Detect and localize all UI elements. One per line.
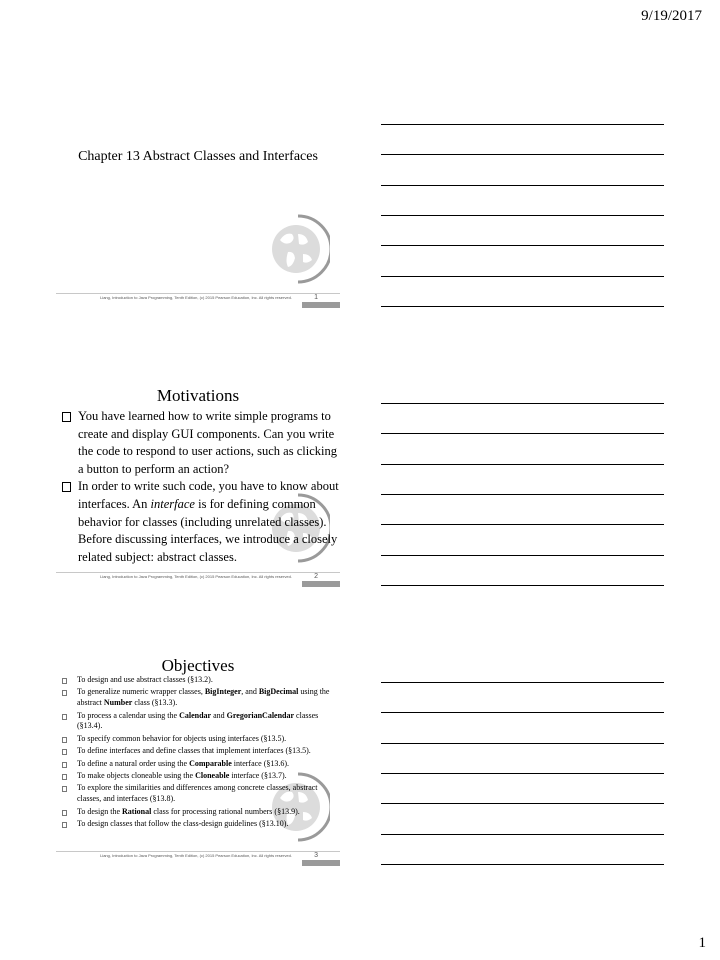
bullet-item (62, 675, 340, 686)
globe-icon (270, 212, 330, 292)
bullet-text: To generalize numeric wrapper classes, (77, 687, 205, 697)
slide-title: Motivations (156, 386, 240, 405)
slide-footer (56, 851, 340, 866)
bullet-item (62, 734, 340, 745)
copyright-text: Liang, Introduction to Java Programming, Tenth Edition, (c) 2015 Pearson Education, Inc. All rights reserved. (100, 295, 292, 300)
note-line (381, 464, 664, 465)
bullet-item (62, 746, 340, 757)
slide-number: 3 (314, 852, 318, 859)
bullet-item (62, 478, 340, 566)
class-name: BigInteger (204, 687, 242, 697)
bullet-marker (62, 749, 67, 755)
bullet-marker (62, 810, 67, 816)
note-line (381, 154, 664, 155)
copyright-text: Liang, Introduction to Java Programming, Tenth Edition, (c) 2015 Pearson Education, Inc. All rights reserved. (100, 574, 292, 579)
bullet-item (62, 711, 340, 733)
note-line (381, 773, 664, 774)
bullet-text: To design classes that follow the class-design guidelines (§13.10). (77, 818, 289, 828)
note-line (381, 864, 664, 865)
bullet-text: interface (§13.7). (229, 770, 287, 780)
bullet-text: To design the (77, 806, 122, 816)
note-line (381, 185, 664, 186)
bullet-text: To define a natural order using the (77, 758, 190, 768)
slide-title: Chapter 13 Abstract Classes and Interfaces (78, 149, 318, 164)
class-name: Cloneable (195, 770, 230, 780)
bullet-text: class (§13.3). (132, 698, 178, 708)
slide-2 (56, 377, 340, 587)
footer-bar (302, 581, 340, 587)
bullet-text: and (211, 710, 227, 720)
bullet-marker (62, 786, 67, 792)
slide-title: Objectives (161, 656, 235, 675)
slide-3 (56, 656, 340, 866)
bullet-item (62, 783, 340, 805)
bullet-marker (62, 774, 67, 780)
emphasis-text: interface (150, 496, 195, 511)
bullet-text: is for defining common behavior for classes (including unrelated classes). Before discussing interfaces, we introduce a closely related subject: abstract classes. (78, 496, 338, 564)
bullet-marker (62, 714, 67, 720)
page-number: 1 (698, 935, 706, 951)
bullet-text: In order to write such code, you have to know about interfaces. An (78, 479, 339, 511)
slide-1 (56, 98, 340, 308)
bullet-list (62, 408, 340, 566)
class-name: BigDecimal (258, 687, 299, 697)
bullet-marker (62, 762, 67, 768)
note-line (381, 585, 664, 586)
copyright-text: Liang, Introduction to Java Programming, Tenth Edition, (c) 2015 Pearson Education, Inc. All rights reserved. (100, 853, 292, 858)
bullet-text: To process a calendar using the (77, 710, 180, 720)
note-line (381, 494, 664, 495)
bullet-marker (62, 822, 67, 828)
class-name: Number (103, 698, 133, 708)
bullet-text: interface (§13.6). (231, 758, 290, 768)
note-line (381, 245, 664, 246)
note-line (381, 306, 664, 307)
bullet-item (62, 819, 340, 830)
bullet-text: class for processing rational numbers (§13.9). (151, 806, 300, 816)
class-name: GregorianCalendar (226, 710, 295, 720)
note-line (381, 433, 664, 434)
footer-bar (302, 302, 340, 308)
note-line (381, 276, 664, 277)
note-line (381, 124, 664, 125)
class-name: Comparable (189, 758, 232, 768)
header-date: 9/19/2017 (641, 8, 702, 24)
note-line (381, 834, 664, 835)
bullet-text: To define interfaces and define classes that implement interfaces (§13.5). (77, 746, 311, 756)
bullet-marker (62, 678, 67, 684)
slide-number: 1 (314, 294, 318, 301)
note-line (381, 215, 664, 216)
note-line (381, 803, 664, 804)
bullet-text: To make objects cloneable using the (77, 770, 196, 780)
bullet-text: You have learned how to write simple programs to create and display GUI components. Can you write the code to respond to user actions, such as clicking a button to perform an action? (78, 409, 337, 476)
class-name: Rational (122, 806, 152, 816)
bullet-marker (62, 482, 71, 492)
bullet-list (62, 675, 340, 831)
bullet-marker (62, 690, 67, 696)
note-line (381, 682, 664, 683)
bullet-text: using the abstract (77, 687, 330, 708)
bullet-text: To design and use abstract classes (§13.2). (77, 675, 213, 684)
bullet-item (62, 687, 340, 709)
bullet-item (62, 408, 340, 478)
note-line (381, 743, 664, 744)
bullet-item (62, 807, 340, 818)
bullet-item (62, 759, 340, 770)
note-line (381, 403, 664, 404)
slide-number: 2 (314, 573, 318, 580)
bullet-marker (62, 737, 67, 743)
class-name: Calendar (179, 710, 212, 720)
note-line (381, 712, 664, 713)
bullet-item (62, 771, 340, 782)
bullet-text: To explore the similarities and differences among concrete classes, abstract classes, and interfaces (§13.8). (77, 783, 318, 804)
bullet-marker (62, 412, 71, 422)
bullet-text: classes (§13.4). (77, 710, 319, 731)
note-line (381, 524, 664, 525)
footer-bar (302, 860, 340, 866)
slide-footer (56, 293, 340, 308)
note-line (381, 555, 664, 556)
slide-footer (56, 572, 340, 587)
bullet-text: , and (241, 687, 259, 697)
bullet-text: To specify common behavior for objects using interfaces (§13.5). (77, 733, 287, 743)
